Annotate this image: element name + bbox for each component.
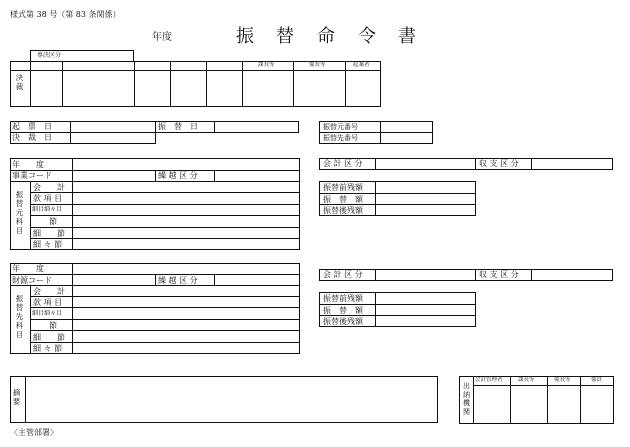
src-row-kan-kou-moku: 款 項 目 [33, 194, 63, 203]
decision-date-label: 決 裁 日 [12, 133, 52, 142]
src-row-account: 会 計 [33, 183, 65, 192]
src-number-label: 振替元番号 [323, 123, 358, 131]
approval-col-subsection-chief: 係長等 [309, 62, 326, 68]
src-code-label: 事業コード [12, 171, 52, 180]
dest-revexp-division-label: 収 支 区 分 [479, 270, 519, 279]
form-number: 様式第 38 号（第 83 条関係） [10, 10, 121, 19]
dst-number-label: 振替先番号 [323, 134, 358, 142]
dest-before-balance-label: 振替前残額 [323, 294, 363, 303]
responsible-dept-label: 〈主管部署〉 [10, 428, 58, 437]
src-row-saimoku: 細目細々目 [32, 206, 63, 213]
src-row-setsu: 節 [49, 217, 57, 226]
dest-row-setsu: 節 [49, 321, 57, 330]
dest-side-label: 振 替 先 科 目 [15, 294, 24, 339]
dest-row-saisaisetsu: 細 々 節 [33, 344, 63, 353]
src-side-label: 振 替 元 科 目 [15, 190, 24, 235]
dest-row-account: 会 計 [33, 287, 65, 296]
approval-group-label: 専決区分 [37, 52, 62, 59]
dest-code-label: 財源コード [12, 276, 52, 285]
cashier-col-section-chief: 課長等 [518, 377, 535, 383]
dest-row-saisetsu: 細 節 [33, 333, 65, 342]
src-after-balance-label: 振替後残額 [323, 206, 363, 215]
cashier-side-label: 出 納 機 関 [463, 382, 470, 416]
src-account-division-label: 会 計 区 分 [323, 159, 363, 168]
summary-label: 摘 要 [12, 388, 21, 406]
src-transfer-amount-label: 振 替 額 [323, 195, 363, 204]
src-row-saisetsu: 細 節 [33, 229, 65, 238]
dest-carry-label: 繰 越 区 分 [158, 276, 198, 285]
cashier-col-subsection-chief: 係長等 [554, 377, 571, 383]
src-year-label: 年 度 [12, 160, 44, 169]
dest-row-saimoku: 細目細々目 [32, 310, 63, 317]
draft-date-label: 起 票 日 [12, 122, 52, 131]
transfer-date-label: 振 替 日 [158, 122, 198, 131]
approval-col-drafter: 起案者 [353, 62, 370, 68]
dest-year-label: 年 度 [12, 264, 44, 273]
cashier-col-clerk: 係員 [591, 377, 603, 383]
dest-account-division-label: 会 計 区 分 [323, 270, 363, 279]
src-row-saisaisetsu: 細 々 節 [33, 240, 63, 249]
dest-after-balance-label: 振替後残額 [323, 317, 363, 326]
cashier-col-accounting-manager: 会計管理者 [475, 377, 503, 383]
approval-side-label: 決 裁 [15, 73, 24, 91]
dest-row-kan-kou-moku: 款 項 目 [33, 298, 63, 307]
fiscal-year-label: 年度 [152, 32, 172, 43]
src-before-balance-label: 振替前残額 [323, 183, 363, 192]
approval-col-section-chief: 課長等 [258, 62, 275, 68]
dest-transfer-amount-label: 振 替 額 [323, 306, 363, 315]
src-revexp-division-label: 収 支 区 分 [479, 159, 519, 168]
src-carry-label: 繰 越 区 分 [158, 171, 198, 180]
